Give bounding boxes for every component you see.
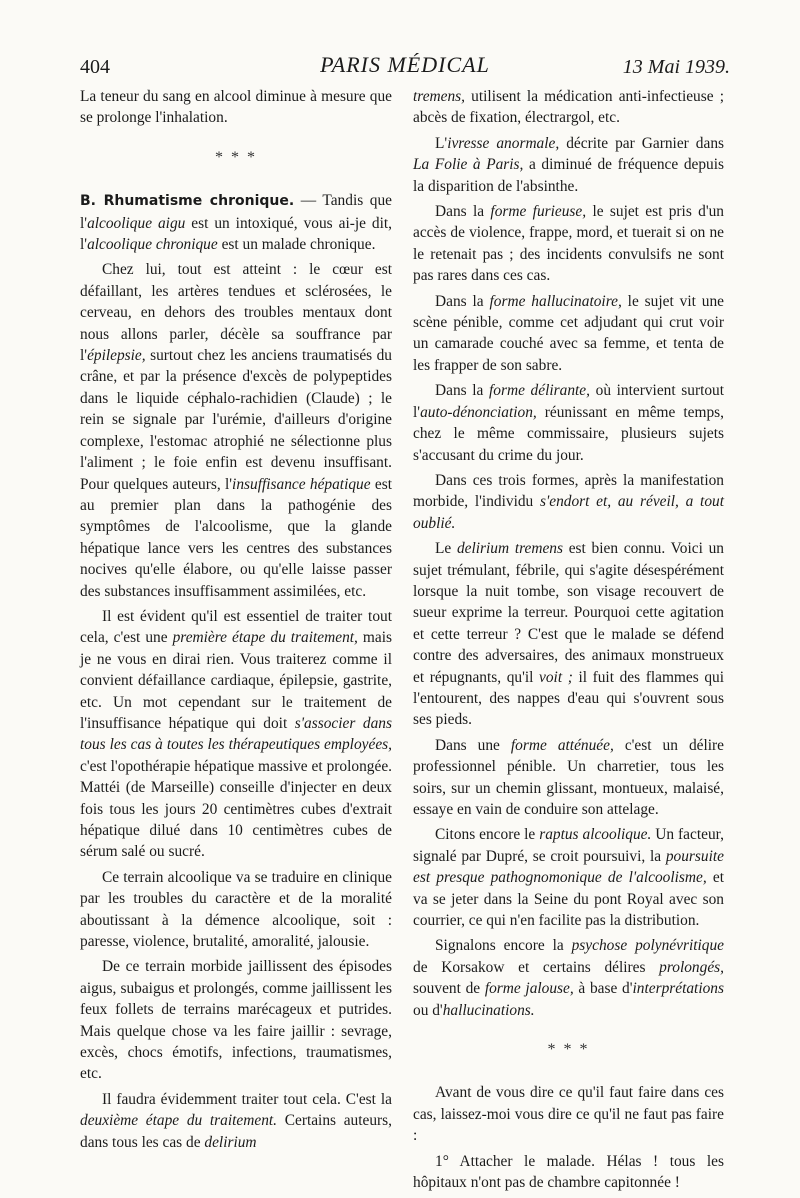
left-column: [80, 86, 392, 1157]
section-asterism: * * *: [547, 1041, 590, 1059]
page-number: 404: [80, 56, 110, 78]
paragraph: La teneur du sang en alcool diminue à mesure que se prolonge l'inhalation.: [80, 88, 392, 127]
paragraph: Avant de vous dire ce qu'il faut faire dans ces cas, laissez-moi vous dire ce qu'il ne faut pas faire :: [413, 1084, 724, 1145]
paragraph: Dans la forme hallucinatoire, le sujet vit une scène pénible, comme cet adjudant qui crut voir un camarade couché avec sa femme, et tenta de les frapper de son sabre.: [413, 292, 724, 374]
paragraph: Chez lui, tout est atteint : le cœur est défaillant, les artères tendues et sclérosées, le cerveau, en dehors des troubles mentaux dont nous allons parler, décèle sa souffrance par l'épilepsie, surtout chez les anciens traumatisés du crâne, et par la présence d'excès de polypeptides dans le liquide céphalo-rachidien (Claude) ; le rein se signale par l'urémie, d'ailleurs d'origine complexe, l'estomac atrophié ne sélectionne plus l'aliment ; le foie enfin est devenu insuffisant. Pour quelques auteurs, l'insuffisance hépatique est au premier plan dans la pathogénie des symptômes de l'alcoolisme, que la glande hépatique lance vers les centres des substances nocives qu'elle élabore, ou qu'elle laisse passer des substances insuffisamment assimilées, etc.: [80, 261, 392, 600]
paragraph: De ce terrain morbide jaillissent des épisodes aigus, subaigus et prolongés, comme jaillissent les feux follets de terrains marécageux et putrides. Mais quelque chose va les faire jaillir : sevrage, excès, chocs émotifs, infections, traumatismes, etc.: [80, 958, 392, 1083]
paragraph: Dans la forme délirante, où intervient surtout l'auto-dénonciation, réunissant en même temps, chez le même commissaire, plusieurs sujets s'accusant du crime du jour.: [413, 382, 725, 464]
paragraph: Signalons encore la psychose polynévritique de Korsakow et certains délires prolongés, souvent de forme jalouse, à base d'interprétations ou d'hallucinations.: [413, 937, 724, 1019]
running-head: [80, 52, 730, 82]
paragraph: Dans la forme furieuse, le sujet est pris d'un accès de violence, frappe, mord, et tuerait si on ne le retenait pas ; des incidents convulsifs ne sont pas rares dans ces cas.: [413, 203, 725, 285]
paragraph: Il est évident qu'il est essentiel de traiter tout cela, c'est une première étape du traitement, mais je ne vous en dirai rien. Vous traiterez comme il convient défaillance cardiaque, épilepsie, gastrite, etc. Un mot cependant sur le traitement de l'insuffisance hépatique qui doit s'associer dans tous les cas à toutes les thérapeutiques employées, c'est l'opothérapie hépatique massive et prolongée. Mattéi (de Marseille) conseille d'injecter en deux fois tous les jours 20 centimètres cubes d'extrait hépatique dilué dans 10 centimètres cubes de sérum salé ou sucré.: [80, 607, 392, 861]
section-asterism: * * *: [215, 148, 257, 166]
paragraph: Ce terrain alcoolique va se traduire en clinique par les troubles du caractère et de la moralité aboutissant à la démence alcoolique, soit : paresse, violence, brutalité, amoralité, jalousie.: [80, 868, 392, 951]
paragraph: Dans ces trois formes, après la manifestation morbide, l'individu s'endort et, au réveil, a tout oublié.: [413, 471, 724, 532]
paragraph: tremens, utilisent la médication anti-infectieuse ; abcès de fixation, électrargol, etc.: [413, 88, 724, 127]
paragraph: Dans une forme atténuée, c'est un délire professionnel pénible. Un charretier, tous les soirs, sur un chemin glissant, montueux, malaisé, essaye en vain de conduire son attelage.: [413, 736, 724, 818]
paragraph: 1° Attacher le malade. Hélas ! tous les hôpitaux n'ont pas de chambre capitonnée !: [413, 1152, 724, 1192]
paragraph: B. Rhumatisme chronique. — Tandis que l'alcoolique aigu est un intoxiqué, vous ai-je dit, l'alcoolique chronique est un malade chronique.: [80, 192, 392, 254]
paragraph: Le delirium tremens est bien connu. Voici un sujet trémulant, fébrile, qui s'agite désespérément lorsque la nuit tombe, son visage recouvert de sueur exprime la terreur. Pourquoi cette agitation et cette terreur ? C'est que le malade se défend contre des adversaires, des animaux monstrueux et répugnants, qu'il voit ; il fuit des flammes qui l'entourent, des nappes d'eau qui s'ouvrent sous ses pieds.: [413, 540, 724, 729]
journal-title: PARIS MÉDICAL: [320, 52, 490, 77]
paragraph: Il faudra évidemment traiter tout cela. C'est la deuxième étape du traitement. Certains auteurs, dans tous les cas de delirium: [80, 1090, 393, 1151]
paragraph: Citons encore le raptus alcoolique. Un facteur, signalé par Dupré, se croit poursuivi, la poursuite est presque pathognomonique de l'alcoolisme, et va se jeter dans la Seine du pont Royal avec son courrier, ce qui n'en facilite pas la distribution.: [413, 826, 725, 930]
issue-date: 13 Mai 1939.: [622, 56, 730, 78]
right-column: [413, 86, 724, 1198]
section-heading: B. Rhumatisme chronique.: [80, 193, 295, 210]
paragraph: L'ivresse anormale, décrite par Garnier dans La Folie à Paris, a diminué de fréquence depuis la disparition de l'absinthe.: [413, 134, 724, 195]
